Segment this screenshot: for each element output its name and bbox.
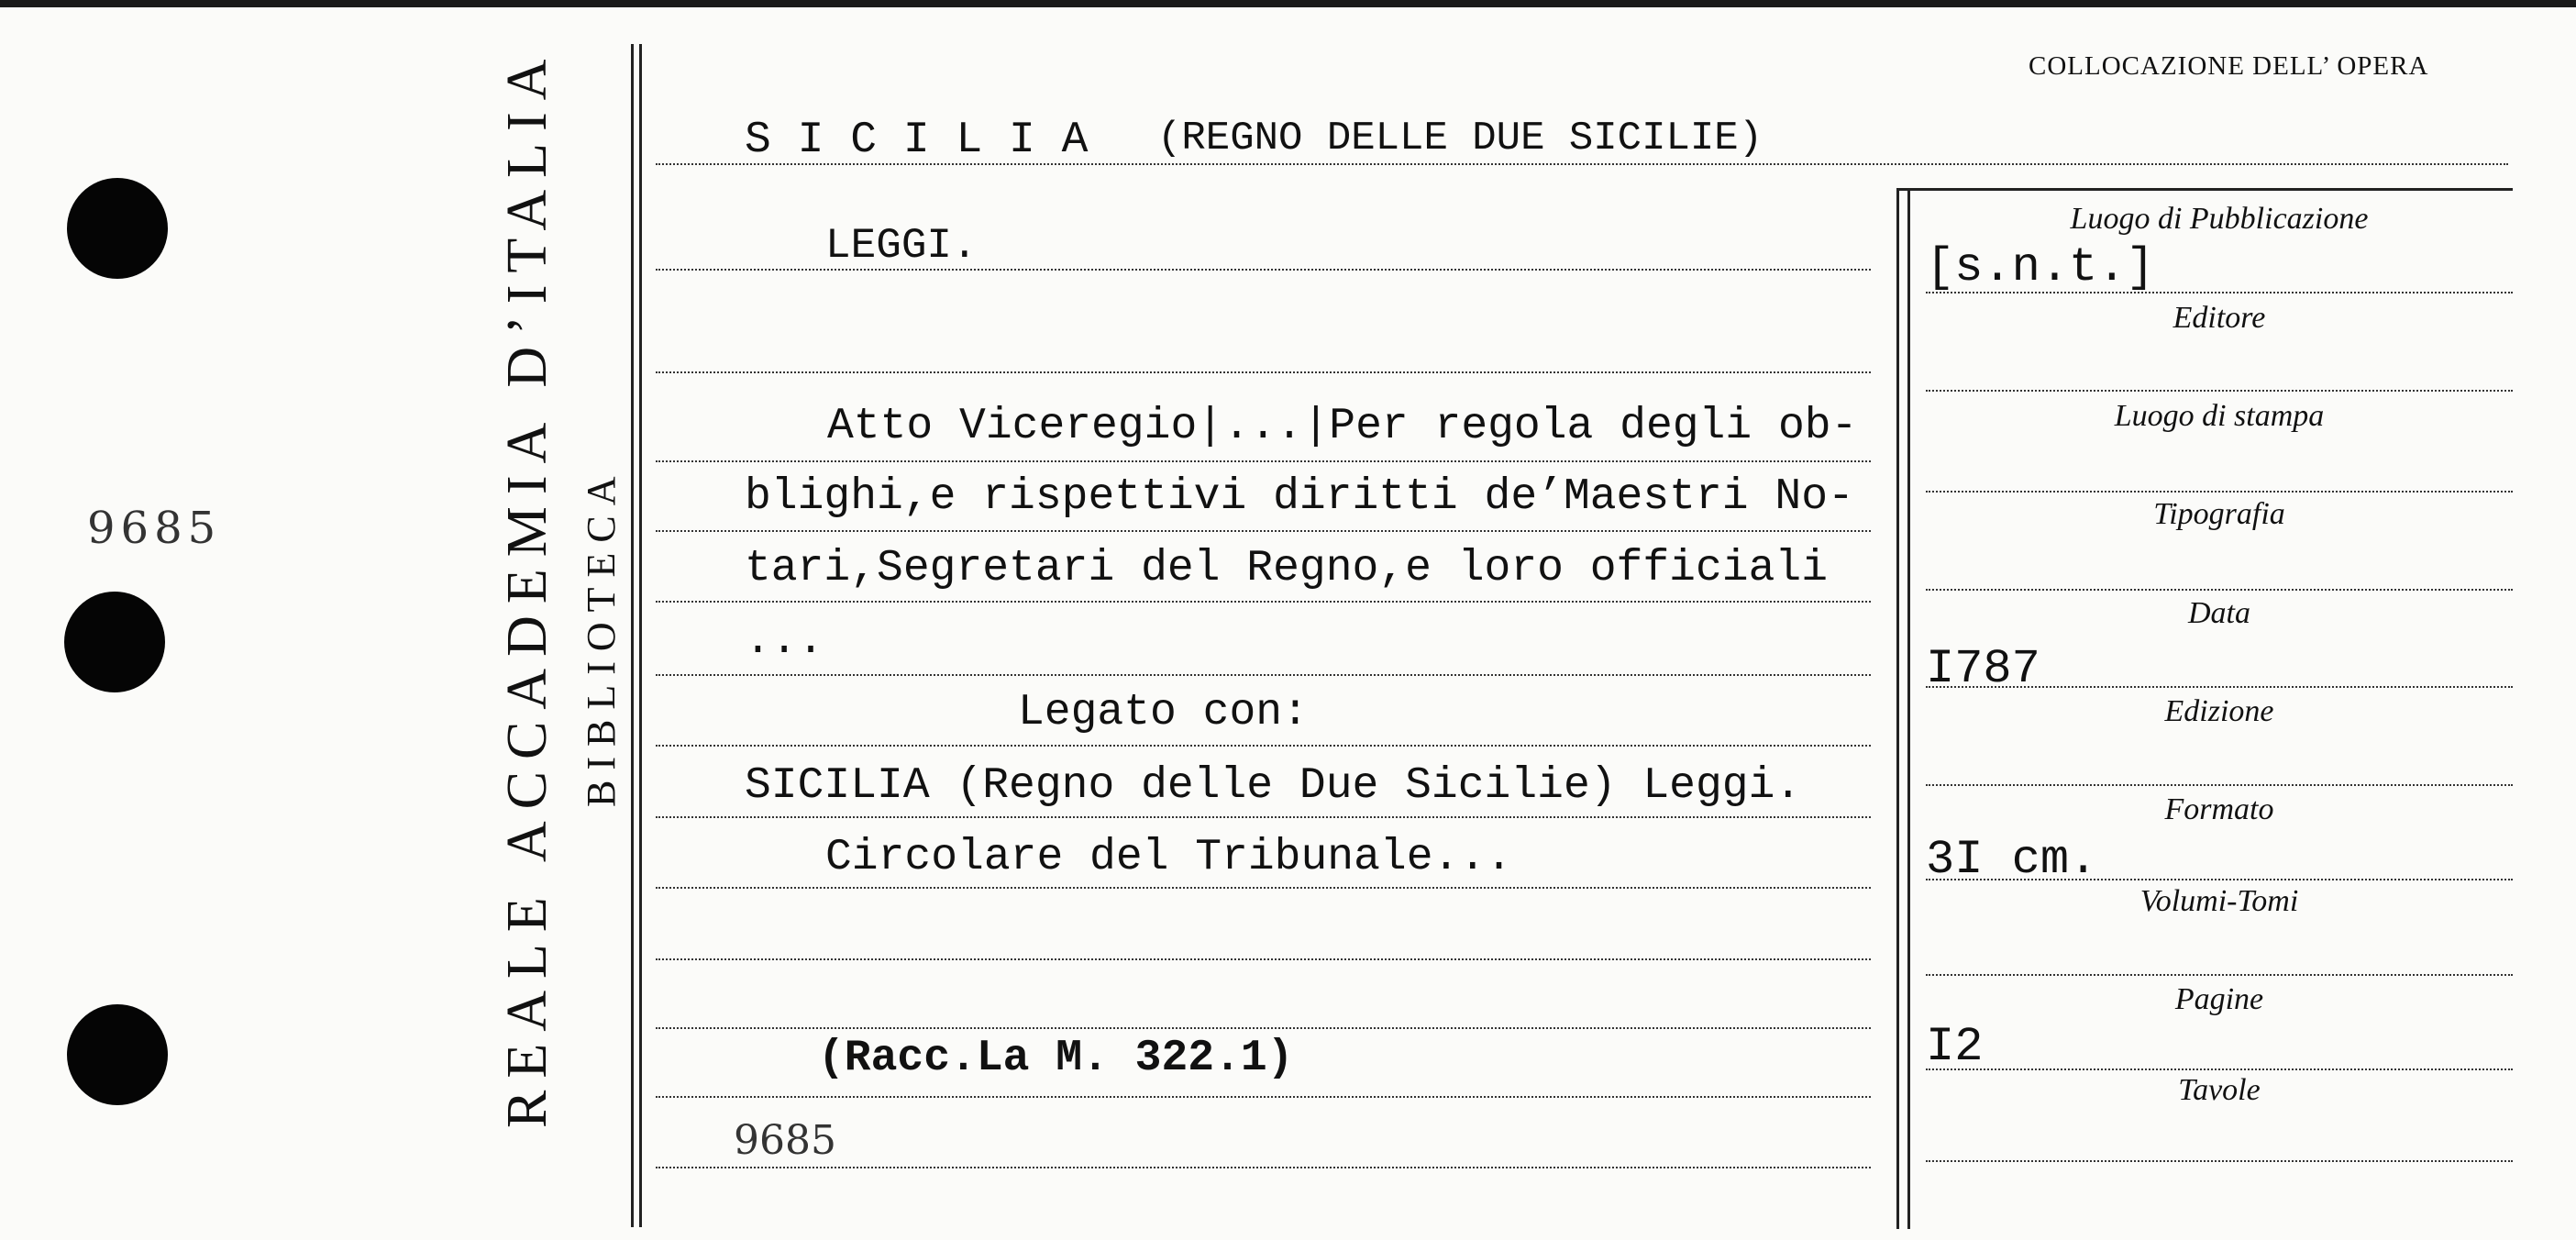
field-label-date: Data bbox=[2188, 596, 2250, 630]
field-label-volumes: Volumi-Tomi bbox=[2139, 884, 2299, 918]
field-label-place-of-printing: Luogo di stampa bbox=[2114, 399, 2325, 433]
field-label-printer: Tipografia bbox=[2153, 497, 2285, 531]
field-ruled-line bbox=[1926, 974, 2513, 976]
library-name: BIBLIOTECA bbox=[579, 466, 624, 807]
left-double-rule-a bbox=[631, 44, 634, 1227]
field-ruled-line bbox=[1926, 390, 2513, 392]
field-value-format: 3I cm. bbox=[1926, 833, 2098, 887]
bound-with-line: SICILIA (Regno delle Due Sicilie) Leggi. bbox=[745, 761, 1802, 811]
main-ruled-line bbox=[656, 530, 1871, 532]
field-ruled-line bbox=[1926, 1160, 2513, 1162]
bound-with-label: Legato con: bbox=[1018, 688, 1309, 737]
field-ruled-line bbox=[1926, 589, 2513, 591]
left-double-rule-b bbox=[639, 44, 642, 1227]
main-ruled-line bbox=[656, 601, 1871, 603]
main-ruled-line bbox=[656, 1096, 1871, 1098]
right-panel-rule-b bbox=[1907, 188, 1910, 1229]
field-value-date: I787 bbox=[1926, 642, 2040, 696]
main-ruled-line bbox=[656, 371, 1871, 373]
title-line: tari,Segretari del Regno,e loro officiali bbox=[745, 544, 1828, 593]
right-panel-top-rule bbox=[1898, 188, 2513, 191]
heading-qualifier: (REGNO DELLE DUE SICILIE) bbox=[1157, 116, 1763, 161]
main-ruled-line bbox=[656, 887, 1871, 889]
title-line: Atto Viceregio|...|Per regola degli ob- bbox=[827, 402, 1858, 451]
title-line: ... bbox=[745, 616, 824, 666]
punch-hole-middle bbox=[64, 592, 165, 692]
field-ruled-line bbox=[1926, 491, 2513, 493]
field-ruled-line bbox=[1926, 1068, 2513, 1070]
main-ruled-line bbox=[656, 1027, 1871, 1029]
location-header-label: COLLOCAZIONE DELL’ OPERA bbox=[2029, 51, 2429, 81]
field-value-place-of-publication: [s.n.t.] bbox=[1926, 240, 2155, 294]
field-label-publisher: Editore bbox=[2172, 301, 2266, 335]
main-ruled-line bbox=[656, 674, 1871, 676]
main-ruled-line bbox=[656, 745, 1871, 747]
subheading: LEGGI. bbox=[825, 222, 978, 270]
main-ruled-line bbox=[656, 958, 1871, 960]
inventory-number-left: 9685 bbox=[87, 503, 222, 554]
bound-with-line: Circolare del Tribunale... bbox=[825, 833, 1512, 882]
field-ruled-line bbox=[1926, 784, 2513, 786]
main-ruled-line bbox=[656, 460, 1871, 462]
field-label-edition: Edizione bbox=[2164, 694, 2274, 728]
main-ruled-line bbox=[656, 816, 1871, 818]
heading-subject: S I C I L I A bbox=[745, 116, 1089, 165]
card-top-edge bbox=[0, 0, 2576, 7]
punch-hole-top bbox=[67, 178, 168, 279]
field-label-format: Formato bbox=[2164, 792, 2274, 826]
right-panel-rule-a bbox=[1896, 188, 1899, 1229]
field-label-place-of-publication: Luogo di Pubblicazione bbox=[2070, 202, 2369, 236]
main-ruled-line bbox=[656, 1167, 1871, 1168]
title-line: blighi,e rispettivi diritti de’Maestri No- bbox=[745, 472, 1854, 522]
field-label-plates: Tavole bbox=[2178, 1073, 2261, 1107]
institution-name: REALE ACCADEMIA D’ITALIA bbox=[496, 47, 558, 1128]
shelfmark: (Racc.La M. 322.1) bbox=[818, 1034, 1294, 1083]
inventory-number-bottom: 9685 bbox=[734, 1117, 836, 1164]
field-label-pages: Pagine bbox=[2174, 982, 2264, 1016]
field-value-pages: I2 bbox=[1926, 1020, 1984, 1074]
punch-hole-bottom bbox=[67, 1004, 168, 1105]
